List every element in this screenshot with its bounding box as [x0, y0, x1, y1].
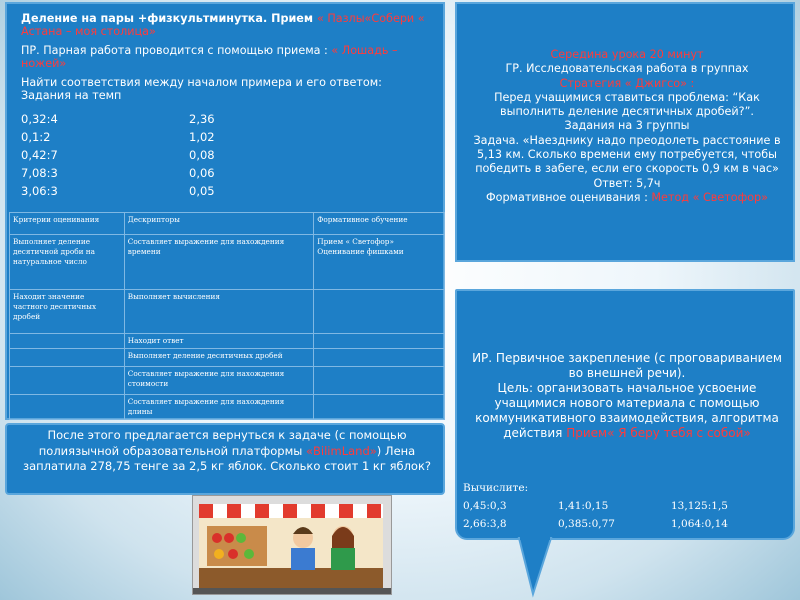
individual-work-title: ИР. Первичное закрепление (с проговариванием во внешней речи). — [472, 351, 782, 380]
calculate-block — [463, 479, 783, 533]
calc-item: 1,064:0,14 — [671, 518, 728, 530]
formative-label: Формативное оценивания : — [485, 190, 652, 204]
calc-item: 13,125:1,5 — [671, 500, 728, 512]
table-cell — [10, 334, 125, 349]
shop-illustration — [192, 495, 392, 595]
table-cell — [314, 334, 445, 349]
calc-item: 2,66:3,8 — [463, 518, 507, 530]
task-text-end: ) Лена заплатила 278,75 тенге за 2,5 кг яблок. Сколько стоит 1 кг яблок? — [22, 443, 432, 473]
table-cell: Находит ответ — [124, 334, 314, 349]
group-work-panel — [455, 2, 795, 262]
table-row — [10, 290, 445, 334]
pair-right: 2,36 — [189, 112, 215, 126]
calc-item: 0,385:0,77 — [558, 518, 615, 530]
answer: Ответ: 5,7ч — [593, 176, 661, 190]
matching-task-tempo: Задания на темп — [21, 89, 122, 102]
traffic-light-method: Метод « Светофор» — [651, 190, 769, 204]
take-you-method: Прием« Я беру тебя с собой» — [566, 426, 751, 440]
speech-tail-icon — [505, 538, 565, 598]
task-text: После этого предлагается вернуться к задаче (с помощью полиязычной образовательной платформы — [38, 428, 407, 458]
shop-scene-icon — [193, 496, 391, 594]
pair-row — [21, 182, 281, 200]
pair-row — [21, 164, 281, 182]
table-cell — [314, 395, 445, 420]
mid-lesson-label: Середина урока 20 минут — [550, 48, 704, 61]
pair-heading: Деление на пары +физкультминутка. Прием — [21, 12, 317, 25]
table-cell — [314, 367, 445, 395]
calc-item: 0,45:0,3 — [463, 500, 507, 512]
bilimland-task-panel — [5, 423, 445, 495]
table-row — [10, 367, 445, 395]
pair-right: 0,06 — [189, 166, 215, 180]
pair-row — [21, 110, 281, 128]
header-formative: Формативное обучение — [314, 213, 445, 235]
table-row — [10, 235, 445, 290]
table-cell: Выполняет деление десятичных дробей — [124, 349, 314, 367]
assessment-table — [9, 212, 445, 420]
calc-row — [463, 515, 783, 533]
table-row — [10, 395, 445, 420]
pair-work-text: ПР. Парная работа проводится с помощью приема : — [21, 44, 332, 57]
table-cell: Составляет выражение для нахождения времени — [124, 235, 314, 290]
individual-goal: Цель: организовать начальное усвоение учащимися нового материала с помощью коммуникативного взаимодействия, алгоритма действия — [475, 381, 779, 440]
table-cell — [10, 395, 125, 420]
table-cell: Выполняет вычисления — [124, 290, 314, 334]
table-header-row — [10, 213, 445, 235]
group-work-title: ГР. Исследовательская работа в группах — [505, 62, 749, 76]
pair-row — [21, 128, 281, 146]
table-cell: Составляет выражение для нахождения стоимости — [124, 367, 314, 395]
pair-right: 0,05 — [189, 184, 215, 198]
table-cell: Прием « Светофор» Оценивание фишками — [314, 235, 445, 290]
pair-right: 1,02 — [189, 130, 215, 144]
table-cell: Находит значение частного десятичных дробей — [10, 290, 125, 334]
calc-item: 1,41:0,15 — [558, 500, 609, 512]
matching-pairs — [21, 110, 281, 200]
table-row — [10, 334, 445, 349]
table-cell — [314, 349, 445, 367]
header-descriptors: Дескрипторы — [124, 213, 314, 235]
groups-label: Задания на 3 группы — [564, 119, 690, 133]
pair-row — [21, 146, 281, 164]
pair-left: 0,32:4 — [21, 112, 58, 126]
pair-left: 3,06:3 — [21, 184, 58, 198]
jigsaw-strategy: Стратегия « Джигсо» : — [559, 76, 695, 90]
table-cell — [10, 367, 125, 395]
calc-row — [463, 497, 783, 515]
individual-work-panel — [455, 289, 795, 540]
table-cell: Выполняет деление десятичной дроби на натуральное число — [10, 235, 125, 290]
pair-left: 0,42:7 — [21, 148, 58, 162]
pair-heading-method: « Пазлы«Собери « Астана – моя столица» — [21, 12, 425, 38]
pair-left: 0,1:2 — [21, 130, 51, 144]
table-cell — [10, 349, 125, 367]
pair-right: 0,08 — [189, 148, 215, 162]
matching-task: Найти соответствия между началом примера и его ответом: — [21, 76, 382, 89]
bilimland-link: «BilimLand» — [305, 443, 377, 458]
pair-left: 7,08:3 — [21, 166, 58, 180]
rider-task: Задача. «Наезднику надо преодолеть расстояние в 5,13 км. Сколько времени ему потребуется, чтобы победить в забеге, если его скорость 0,9 км в час» — [473, 133, 781, 176]
table-row — [10, 349, 445, 367]
table-cell: Составляет выражение для нахождения длины — [124, 395, 314, 420]
table-cell — [314, 290, 445, 334]
calc-label: Вычислите: — [463, 482, 529, 494]
pair-work-method: « Лошадь – ножей» — [21, 44, 398, 70]
problem-statement: Перед учащимися ставиться проблема: “Как выполнить деление десятичных дробей?”. — [494, 90, 760, 119]
header-criteria: Критерии оценивания — [10, 213, 125, 235]
pair-work-panel — [5, 2, 445, 420]
